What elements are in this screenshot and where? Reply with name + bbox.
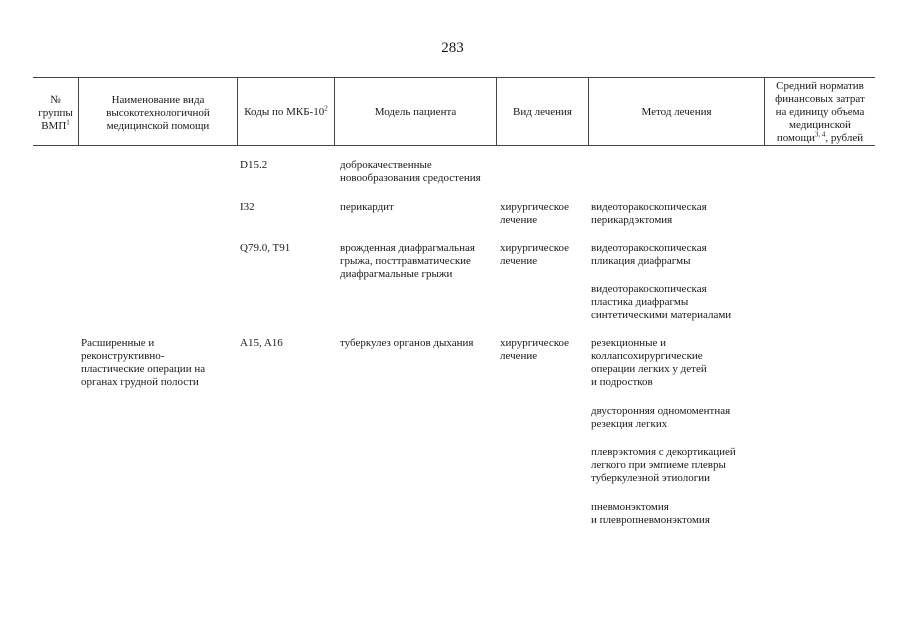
- header-icd-codes: Коды по МКБ-$10^2$: [244, 104, 328, 118]
- row-treatment-method: резекционные и коллапсохирургические операции легких у детей и подростков: [591, 337, 707, 388]
- row-treatment-type: хирургическое лечение: [500, 337, 570, 362]
- row-treatment-type: хирургическое лечение: [500, 242, 570, 267]
- row-icd-code: D15.2: [240, 159, 268, 171]
- row-patient-model: врожденная диафрагмальная грыжа, посттравматические диафрагмальные грыжи: [340, 242, 475, 280]
- header-patient-model: Модель пациента: [374, 106, 457, 118]
- row-patient-model: туберкулез органов дыхания: [340, 337, 474, 349]
- header-bottom-rule: [33, 145, 875, 146]
- row-treatment-type: хирургическое лечение: [500, 201, 570, 226]
- row-treatment-method: двусторонняя одномоментная резекция легких: [591, 405, 731, 430]
- header-cost-norm: Средний норматив финансовых затрат на единицу объема медицинской помощи$^{3, 4}$, рублей: [775, 80, 865, 144]
- row-treatment-method: видеоторакоскопическая пликация диафрагмы: [591, 242, 707, 267]
- header-group-no: № группы ВМП$^1$: [38, 94, 73, 132]
- row-treatment-method: пневмонэктомия и плевропневмонэктомия: [591, 501, 710, 526]
- header-vmp-name: Наименование вида высокотехнологичной медицинской помощи: [106, 94, 210, 132]
- row-icd-code: A15, A16: [240, 337, 283, 349]
- page-number: 283: [441, 40, 464, 56]
- row-patient-model: доброкачественные новообразования средостения: [340, 159, 481, 184]
- header-top-rule: [33, 77, 875, 78]
- row-vmp-name: Расширенные и реконструктивно- пластические операции на органах грудной полости: [81, 337, 206, 388]
- row-treatment-method: видеоторакоскопическая пластика диафрагмы синтетическими материалами: [591, 283, 732, 321]
- header-treatment-type: Вид лечения: [513, 106, 572, 118]
- row-treatment-method: плеврэктомия с декортикацией легкого при эмпиеме плевры туберкулезной этиологии: [591, 446, 736, 484]
- row-icd-code: I32: [240, 201, 255, 213]
- row-patient-model: перикардит: [340, 201, 394, 213]
- row-treatment-method: видеоторакоскопическая перикардэктомия: [591, 201, 707, 226]
- header-treatment-method: Метод лечения: [641, 106, 712, 118]
- row-icd-code: Q79.0, T91: [240, 242, 291, 254]
